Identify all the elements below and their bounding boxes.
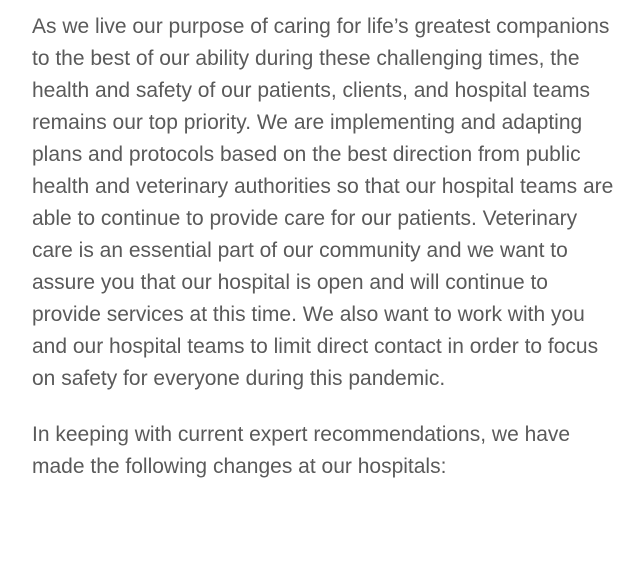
- paragraph-covid-statement: As we live our purpose of caring for life’s greatest companions to the best of our ability during these challenging times, the health and safety of our patients, clients, and hospital teams remains our top priority. We are implementing and adapting plans and protocols based on the best direction from public health and veterinary authorities so that our hospital teams are able to continue to provide care for our patients. Veterinary care is an essential part of our community and we want to assure you that our hospital is open and will continue to provide services at this time. We also want to work with you and our hospital teams to limit direct contact in order to focus on safety for everyone during this pandemic.: [32, 15, 614, 390]
- article-body: [32, 11, 622, 483]
- paragraph-changes-intro: In keeping with current expert recommendations, we have made the following changes at our hospitals:: [32, 423, 571, 478]
